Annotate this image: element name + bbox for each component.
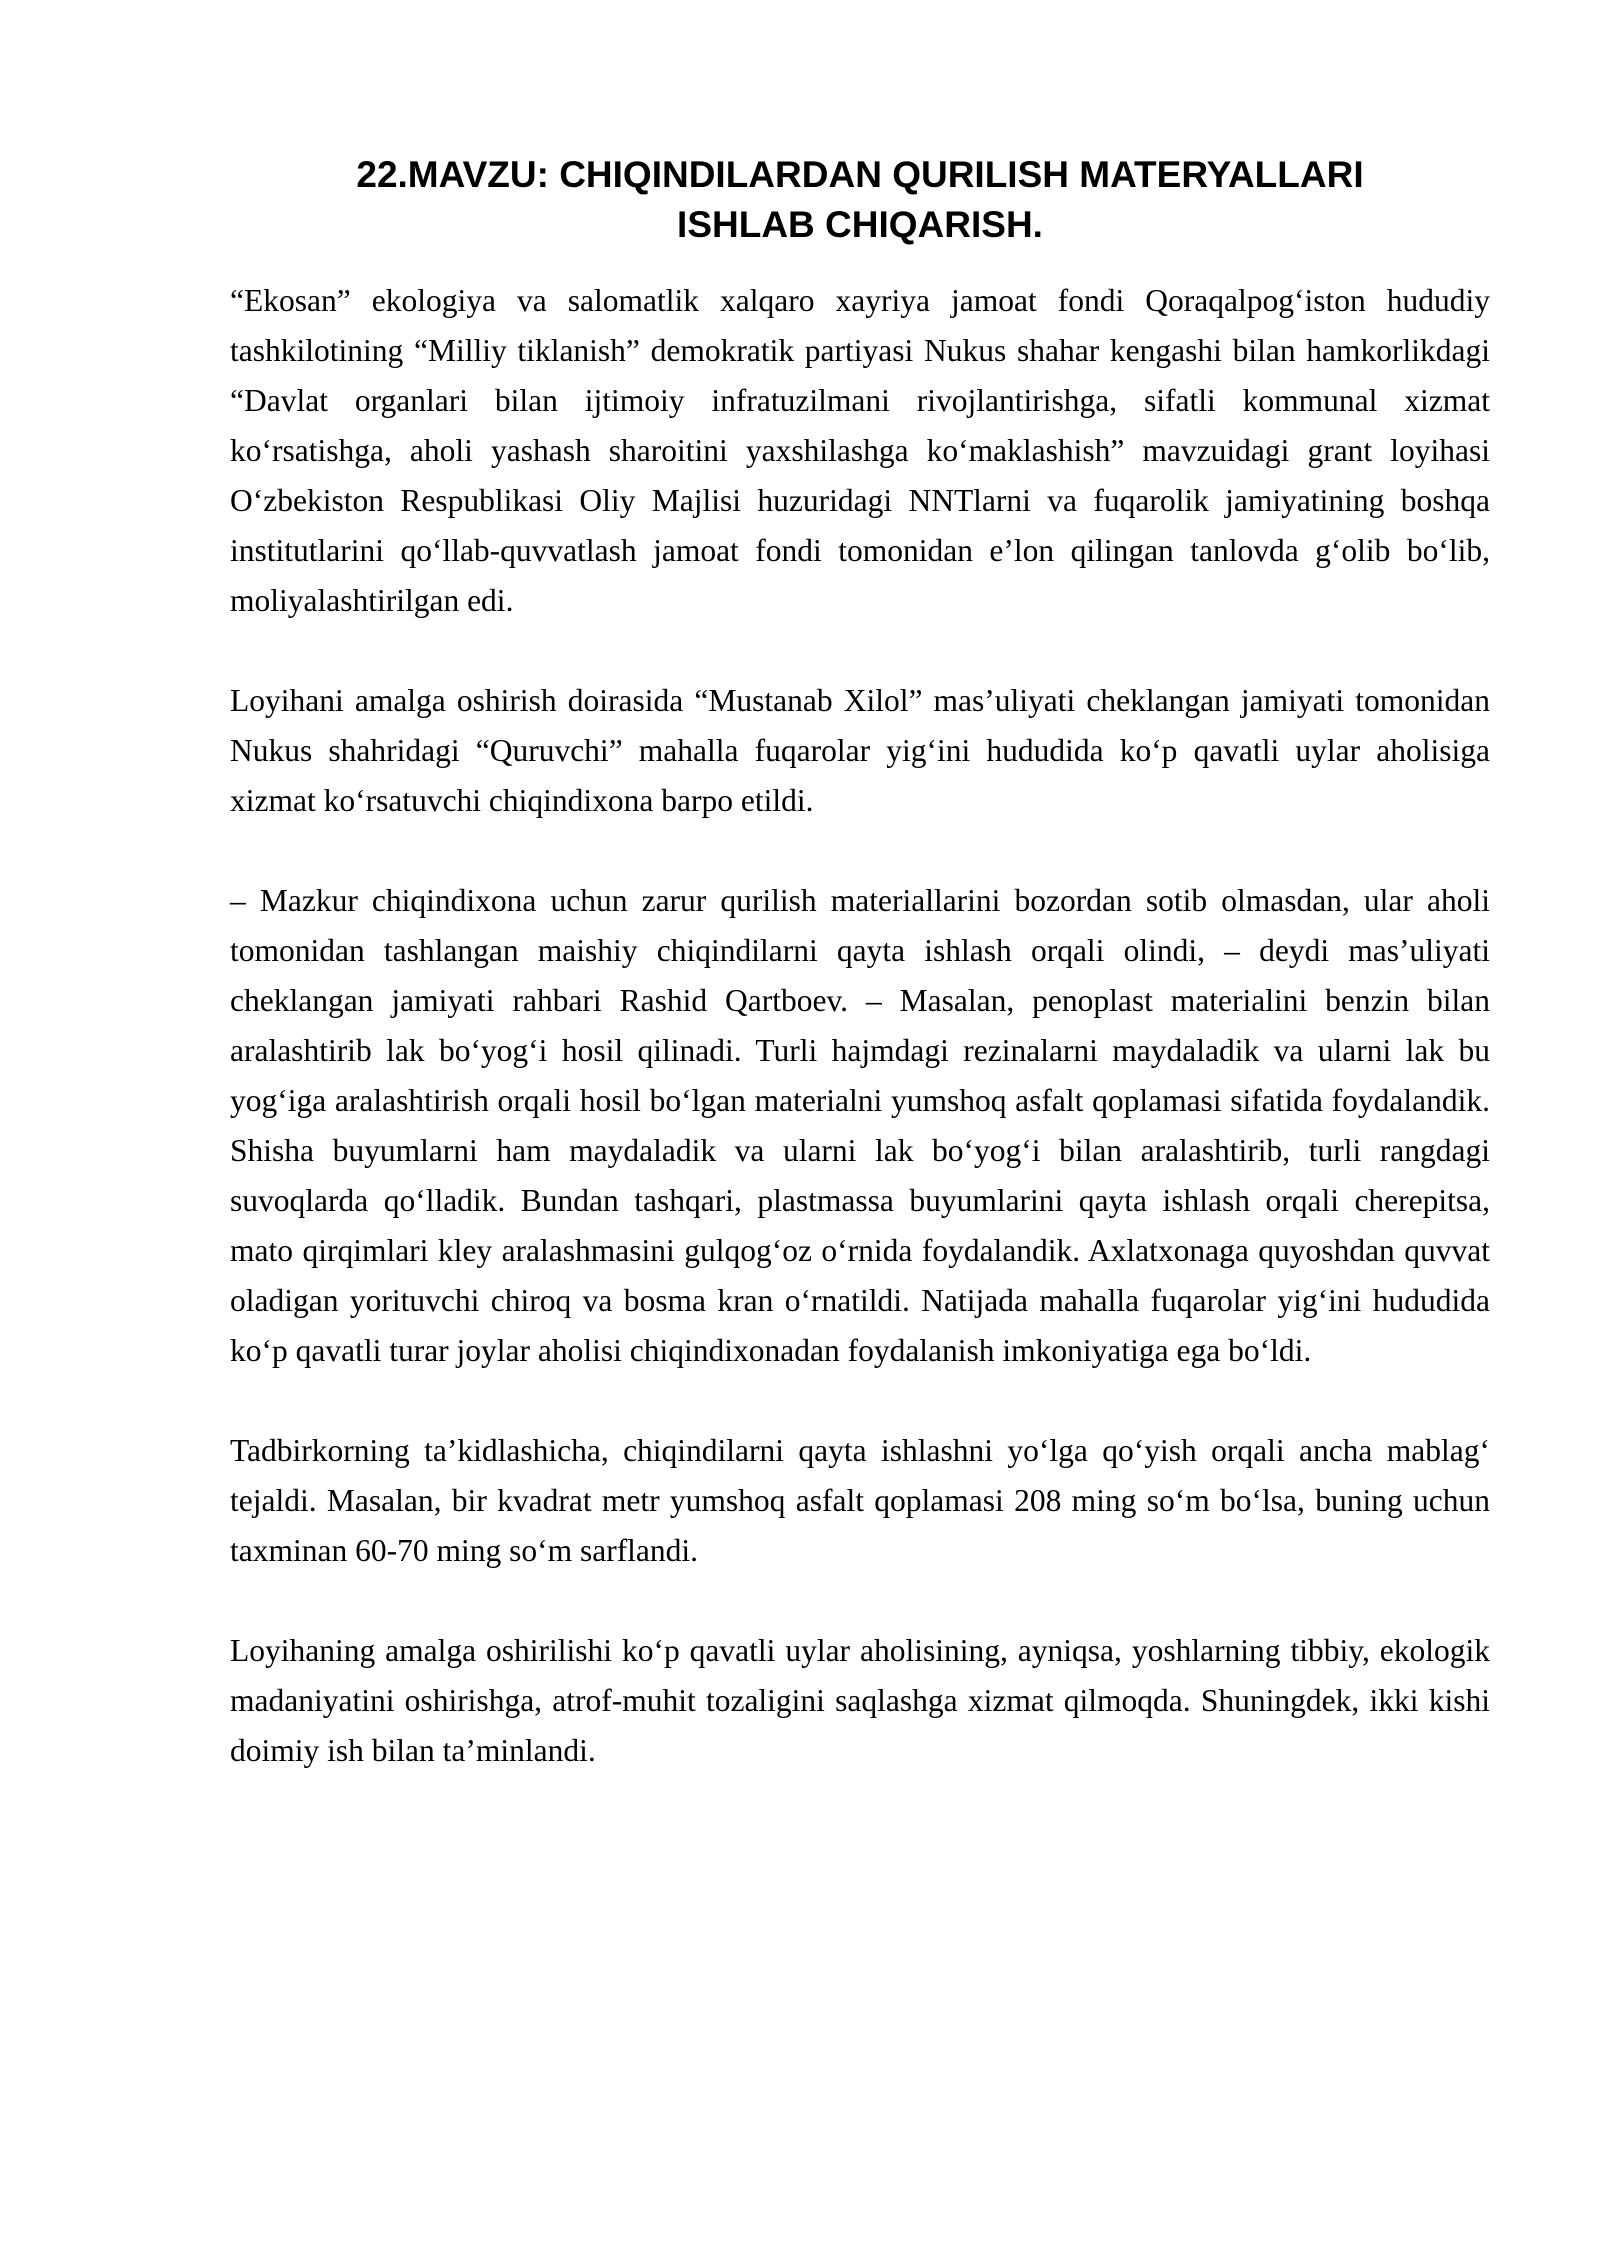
paragraph-1: “Ekosan” ekologiya va salomatlik xalqaro xayriya jamoat fondi Qoraqalpog‘iston hududiy tashkilotining “Milliy tiklanish” demokratik partiyasi Nukus shahar kengashi bilan hamkorlikdagi “Davlat organlari bilan ijtimoiy infratuzilmani rivojlantirishga, sifatli kommunal xizmat ko‘rsatishga, aholi yashash sharoitini yaxshilashga ko‘maklashish” mavzuidagi grant loyihasi O‘zbekiston Respublikasi Oliy Majlisi huzuridagi NNTlarni va fuqarolik jamiyatining boshqa institutlarini qo‘llab-quvvatlash jamoat fondi tomonidan e’lon qilingan tanlovda g‘olib bo‘lib, moliyalashtirilgan edi. <box>230 283 1490 618</box>
document-content <box>230 150 1490 1826</box>
paragraph-2: Loyihani amalga oshirish doirasida “Mustanab Xilol” mas’uliyati cheklangan jamiyati tomonidan Nukus shahridagi “Quruvchi” mahalla fuqarolar yig‘ini hududida ko‘p qavatli uylar aholisiga xizmat ko‘rsatuvchi chiqindixona barpo etildi. <box>230 683 1490 818</box>
title-line-2: ISHLAB CHIQARISH. <box>677 204 1043 245</box>
paragraph-4: Tadbirkorning ta’kidlashicha, chiqindilarni qayta ishlashni yo‘lga qo‘yish orqali ancha mablag‘ tejaldi. Masalan, bir kvadrat metr yumshoq asfalt qoplamasi 208 ming so‘m bo‘lsa, buning uchun taxminan 60-70 ming so‘m sarflandi. <box>230 1433 1490 1568</box>
document-title <box>230 150 1490 250</box>
paragraph-5: Loyihaning amalga oshirilishi ko‘p qavatli uylar aholisining, ayniqsa, yoshlarning tibbiy, ekologik madaniyatini oshirishga, atrof-muhit tozaligini saqlashga xizmat qilmoqda. Shuningdek, ikki kishi doimiy ish bilan ta’minlandi. <box>230 1633 1490 1768</box>
paragraph-3: – Mazkur chiqindixona uchun zarur qurilish materiallarini bozordan sotib olmasdan, ular aholi tomonidan tashlangan maishiy chiqindilarni qayta ishlash orqali olindi, – deydi mas’uliyati cheklangan jamiyati rahbari Rashid Qartboev. – Masalan, penoplast materialini benzin bilan aralashtirib lak bo‘yog‘i hosil qilinadi. Turli hajmdagi rezinalarni maydaladik va ularni lak bu yog‘iga aralashtirish orqali hosil bo‘lgan materialni yumshoq asfalt qoplamasi sifatida foydalandik. Shisha buyumlarni ham maydaladik va ularni lak bo‘yog‘i bilan aralashtirib, turli rangdagi suvoqlarda qo‘lladik. Bundan tashqari, plastmassa buyumlarini qayta ishlash orqali cherepitsa, mato qirqimlari kley aralashmasini gulqog‘oz o‘rnida foydalandik. Axlatxonaga quyoshdan quvvat oladigan yorituvchi chiroq va bosma kran o‘rnatildi. Natijada mahalla fuqarolar yig‘ini hududida ko‘p qavatli turar joylar aholisi chiqindixonadan foydalanish imkoniyatiga ega bo‘ldi. <box>230 883 1490 1368</box>
title-line-1: 22.MAVZU: CHIQINDILARDAN QURILISH MATERYALLARI <box>356 154 1364 195</box>
